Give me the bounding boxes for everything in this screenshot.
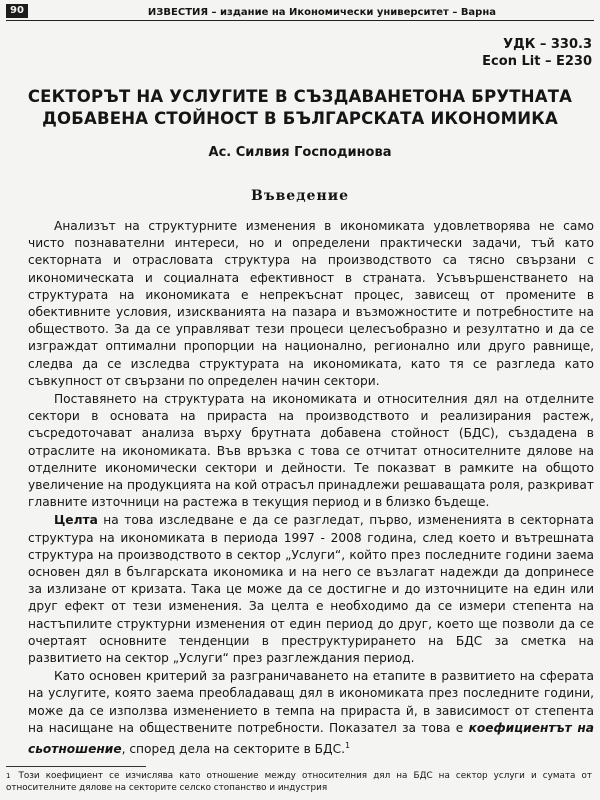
page-number: 90 xyxy=(6,4,28,18)
footnote-separator xyxy=(6,766,146,767)
article-title: СЕКТОРЪТ НА УСЛУГИТЕ В СЪЗДАВАНЕТОНА БРУТНАТА ДОБАВЕНА СТОЙНОСТ В БЪЛГАРСКАТА ИКОНОМИКА xyxy=(27,87,573,128)
section-heading: Въведение xyxy=(251,188,349,204)
coefficient-term: коефициентът на сьотношение xyxy=(28,720,594,757)
paragraph-4 xyxy=(28,668,594,758)
paragraph-3-text: на това изследване е да се разгледат, първо, измененията в секторната структура на икономиката в периода 1997 - 2008 година, след което и вътрешната структура на производството в сектор „Услуги“, който през последните години заема основен дял в българската икономика и на него се възлагат надежди да допринесе за излизане от кризата. Така це може да се достигне и до източниците на един или друг ефект от тези изменения. За целта е необходимо да се измери степента на настъпилите структурни изменения от един период до друг, което ще позволи да се очертаят основните тенденции в преструктурирането на БДС за сметка на развитието на сектор „Услуги“ през разглеждания период. xyxy=(28,513,594,666)
footnote-text: Този коефициент се изчислява като отношение между относителния дял на БДС на сектор услуги и сумата от относителните дялове на секторите селско стопанство и индустрия xyxy=(6,771,592,793)
article-author: Ас. Силвия Господинова xyxy=(208,145,392,160)
article-body xyxy=(28,218,594,759)
paragraph-2: Поставянето на структурата на икономиката и относителния дял на отделните сектори в основата на прираста на производството и реализирания растеж, съсредоточават анализа върху брутната добавена стойност (БДС), създадена в отраслите на икономиката. Във връзка с това се отчитат относителните дялове на отделните икономически сектори и дейности. Те показват в рамките на общото увеличение на продукцията на кой отрасъл принадлежи решаващата роля, разкриват главните източници на растежа в текущия период и в близко бъдеще. xyxy=(28,392,594,510)
journal-running-head: ИЗВЕСТИЯ – издание на Икономически университет – Варна xyxy=(147,7,496,18)
paragraph-1: Анализът на структурните изменения в икономиката удовлетворява не само чисто познавателни интереси, но и определени практически задачи, тъй като секторната и отрасловата структура на производството са тясно свързани с икономическата и социалната ефективност в страната. Усъвършенстването на структурата на икономиката е непрекъснат процес, зависещ от промените в обективните условия, изискванията на пазара и възможностите и потребностите на обществото. За да се управляват тези процеси целесъобразно и резултатно и да се изграждат оптимални пропорции на национално, регионално или друго равнище, следва да се изследва структурата на икономиката, като тя се разгледа като съвкупност от свързани по определен начин сектори. xyxy=(28,219,594,388)
classification-block xyxy=(482,36,592,70)
goal-keyword: Целта xyxy=(54,513,98,528)
footnote-mark: 1 xyxy=(6,772,11,780)
econlit-code: Econ Lit – E230 xyxy=(482,54,592,69)
paragraph-3 xyxy=(28,512,594,667)
running-header xyxy=(6,4,594,21)
udc-code: УДК – 330.3 xyxy=(503,37,592,52)
footnote xyxy=(6,770,592,794)
paragraph-4-end: , според дела на секторите в БДС. xyxy=(121,742,345,757)
paragraph-4-start: Като основен критерий за разграничаването на етапите в развитието на сферата на услугите, която заема преобладаващ дял в икономиката през последните години, може да се използва изменението в темпа на прираста й, в зависимост от степента на насищане на обществените потребности. Показател за това е xyxy=(28,669,594,735)
footnote-reference: 1 xyxy=(344,741,351,751)
